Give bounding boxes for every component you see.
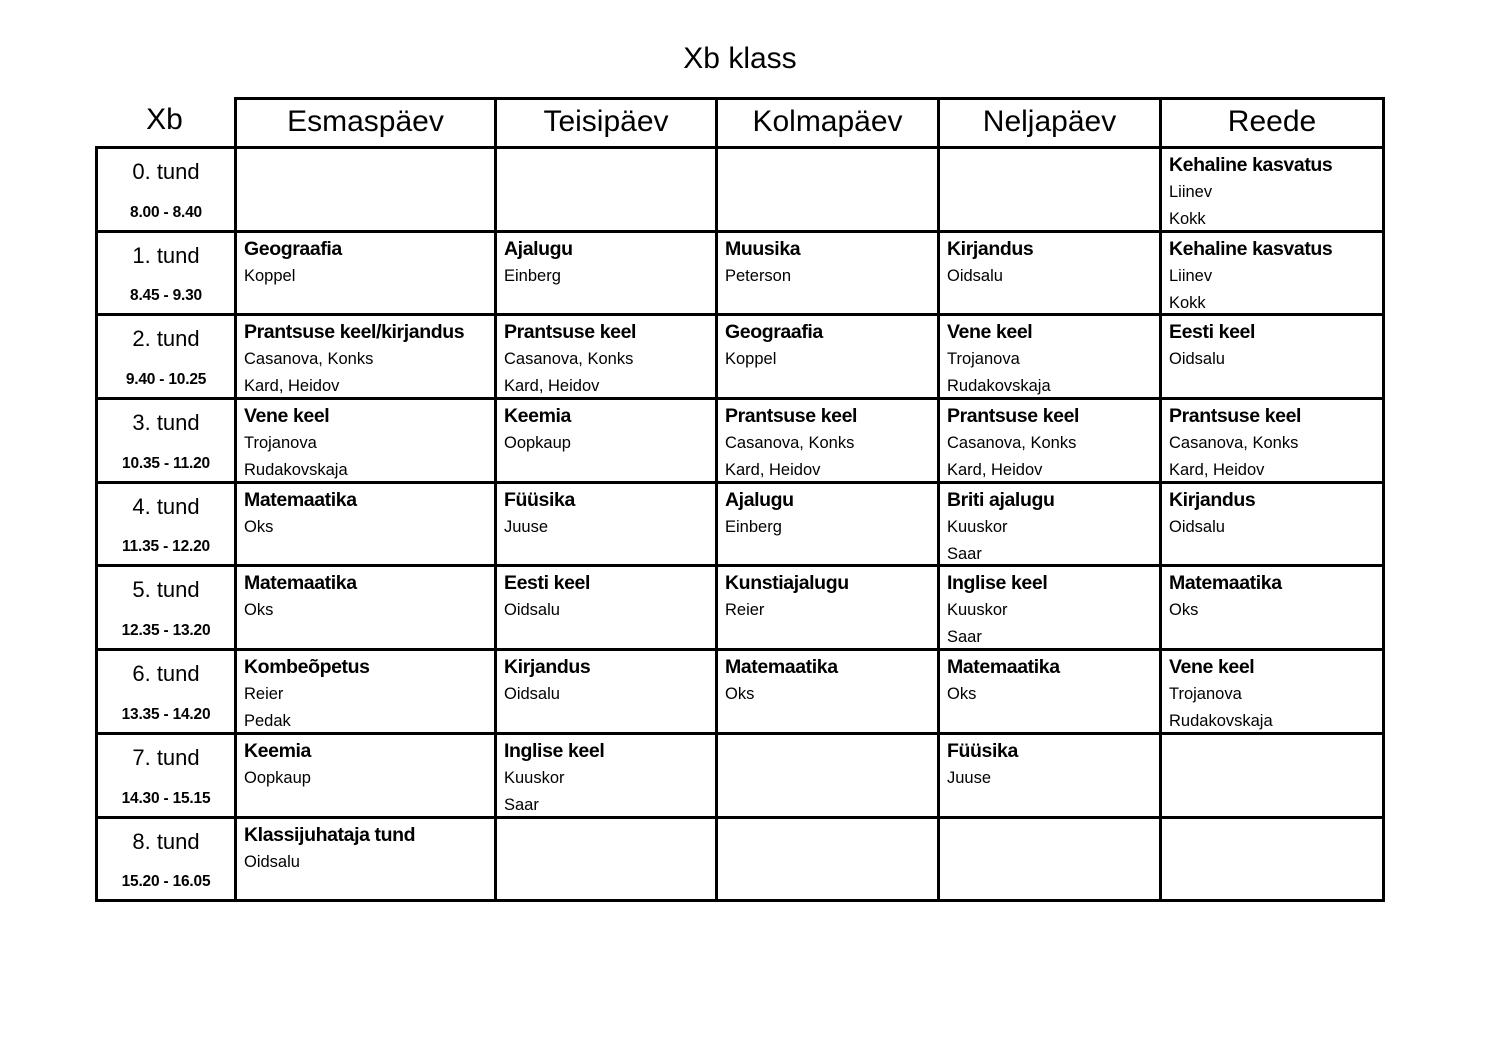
timetable-cell xyxy=(1162,400,1385,484)
timetable-cell xyxy=(1162,484,1385,568)
teacher-label: Einberg xyxy=(504,266,561,285)
timetable-cell xyxy=(940,233,1162,317)
timetable-cell xyxy=(1162,567,1385,651)
period-label: 7. tund xyxy=(132,744,200,770)
timetable-cell xyxy=(497,400,718,484)
teacher-label: Casanova, Konks xyxy=(947,434,1077,453)
subject-label: Kirjandus xyxy=(504,656,591,679)
corner-label: Xb xyxy=(95,97,237,149)
teacher-label: Kard, Heidov xyxy=(725,461,821,480)
period-cell xyxy=(95,149,237,233)
timetable-cell xyxy=(237,651,497,735)
timetable xyxy=(95,97,1385,902)
timetable-cell xyxy=(1162,233,1385,317)
teacher-label: Oks xyxy=(947,685,977,704)
period-label: 3. tund xyxy=(132,410,200,436)
teacher-label: Kokk xyxy=(1169,293,1206,312)
timetable-cell xyxy=(718,735,940,819)
timetable-cell xyxy=(718,484,940,568)
subject-label: Füüsika xyxy=(947,739,1018,762)
subject-label: Kombeõpetus xyxy=(244,656,370,679)
timetable-cell xyxy=(718,567,940,651)
teacher-label: Reier xyxy=(725,601,765,620)
subject-label: Keemia xyxy=(504,405,571,428)
teacher-label: Kuuskor xyxy=(947,601,1008,620)
period-cell xyxy=(95,735,237,819)
time-range: 8.45 - 9.30 xyxy=(130,287,202,305)
timetable-cell xyxy=(497,735,718,819)
subject-label: Eesti keel xyxy=(504,572,590,595)
timetable-cell xyxy=(497,567,718,651)
teacher-label: Kard, Heidov xyxy=(244,377,340,396)
teacher-label: Juuse xyxy=(947,768,992,787)
day-header-esmaspaev: Esmaspäev xyxy=(237,97,497,149)
timetable-cell xyxy=(497,484,718,568)
time-range: 9.40 - 10.25 xyxy=(125,371,207,389)
teacher-label: Koppel xyxy=(725,350,777,369)
timetable-cell xyxy=(1162,819,1385,903)
teacher-label: Oidsalu xyxy=(947,266,1003,285)
teacher-label: Einberg xyxy=(725,517,782,536)
period-cell xyxy=(95,233,237,317)
subject-label: Prantsuse keel/kirjandus xyxy=(244,321,465,344)
time-range: 11.35 - 12.20 xyxy=(122,538,210,556)
subject-label: Prantsuse keel xyxy=(1169,405,1302,428)
timetable-cell xyxy=(237,484,497,568)
page-title: Xb klass xyxy=(683,42,797,75)
timetable-cell xyxy=(1162,735,1385,819)
day-header-kolmapaev: Kolmapäev xyxy=(718,97,940,149)
teacher-label: Oks xyxy=(244,601,274,620)
period-cell xyxy=(95,316,237,400)
teacher-label: Rudakovskaja xyxy=(1169,712,1273,731)
teacher-label: Kokk xyxy=(1169,210,1206,228)
timetable-cell xyxy=(1162,651,1385,735)
timetable-cell xyxy=(940,651,1162,735)
teacher-label: Oidsalu xyxy=(1169,517,1225,536)
teacher-label: Trojanova xyxy=(244,434,317,453)
teacher-label: Saar xyxy=(504,795,539,814)
teacher-label: Casanova, Konks xyxy=(244,350,374,369)
period-cell xyxy=(95,819,237,903)
subject-label: Inglise keel xyxy=(504,739,605,762)
period-cell xyxy=(95,484,237,568)
teacher-label: Oidsalu xyxy=(1169,350,1225,369)
teacher-label: Trojanova xyxy=(947,350,1020,369)
subject-label: Prantsuse keel xyxy=(947,405,1080,428)
teacher-label: Oidsalu xyxy=(504,601,560,620)
timetable-cell xyxy=(237,567,497,651)
subject-label: Matemaatika xyxy=(244,488,357,511)
timetable-cell xyxy=(237,819,497,903)
subject-label: Vene keel xyxy=(947,321,1033,344)
subject-label: Ajalugu xyxy=(504,237,573,260)
subject-label: Matemaatika xyxy=(1169,572,1282,595)
timetable-cell xyxy=(237,149,497,233)
timetable-cell xyxy=(237,735,497,819)
timetable-cell xyxy=(940,567,1162,651)
subject-label: Prantsuse keel xyxy=(725,405,858,428)
timetable-cell xyxy=(497,819,718,903)
teacher-label: Oks xyxy=(244,517,274,536)
teacher-label: Oopkaup xyxy=(504,434,571,453)
teacher-label: Kard, Heidov xyxy=(947,461,1043,480)
subject-label: Füüsika xyxy=(504,488,575,511)
subject-label: Vene keel xyxy=(1169,656,1255,679)
teacher-label: Koppel xyxy=(244,266,296,285)
teacher-label: Casanova, Konks xyxy=(1169,434,1299,453)
time-range: 15.20 - 16.05 xyxy=(121,873,211,891)
timetable-cell xyxy=(1162,316,1385,400)
period-cell xyxy=(95,400,237,484)
subject-label: Eesti keel xyxy=(1169,321,1255,344)
teacher-label: Kard, Heidov xyxy=(504,377,600,396)
teacher-label: Casanova, Konks xyxy=(725,434,855,453)
timetable-cell xyxy=(237,233,497,317)
subject-label: Kunstiajalugu xyxy=(725,572,849,595)
timetable-cell xyxy=(237,316,497,400)
time-range: 10.35 - 11.20 xyxy=(122,454,210,472)
period-cell xyxy=(95,651,237,735)
subject-label: Vene keel xyxy=(244,405,330,428)
subject-label: Matemaatika xyxy=(244,572,357,595)
day-header-reede: Reede xyxy=(1162,97,1385,149)
timetable-cell xyxy=(940,819,1162,903)
timetable-cell xyxy=(940,735,1162,819)
period-cell xyxy=(95,567,237,651)
subject-label: Kehaline kasvatus xyxy=(1169,154,1333,176)
subject-label: Kirjandus xyxy=(947,237,1034,260)
timetable-cell xyxy=(497,316,718,400)
timetable-cell xyxy=(940,484,1162,568)
subject-label: Ajalugu xyxy=(725,488,794,511)
teacher-label: Reier xyxy=(244,685,284,704)
subject-label: Geograafia xyxy=(244,237,342,260)
teacher-label: Oidsalu xyxy=(504,685,560,704)
day-header-neljapaev: Neljapäev xyxy=(940,97,1162,149)
teacher-label: Pedak xyxy=(244,712,291,731)
teacher-label: Rudakovskaja xyxy=(244,461,348,480)
timetable-cell xyxy=(718,651,940,735)
timetable-cell xyxy=(718,400,940,484)
time-range: 12.35 - 13.20 xyxy=(121,622,211,640)
period-label: 5. tund xyxy=(132,577,200,603)
subject-label: Geograafia xyxy=(725,321,823,344)
period-label: 1. tund xyxy=(132,242,200,268)
teacher-label: Liinev xyxy=(1169,183,1213,201)
timetable-cell xyxy=(718,233,940,317)
timetable-cell xyxy=(718,819,940,903)
subject-label: Matemaatika xyxy=(947,656,1060,679)
time-range: 13.35 - 14.20 xyxy=(121,705,211,723)
subject-label: Klassijuhataja tund xyxy=(244,823,416,846)
subject-label: Kirjandus xyxy=(1169,488,1256,511)
timetable-cell xyxy=(1162,149,1385,233)
teacher-label: Casanova, Konks xyxy=(504,350,634,369)
timetable-cell xyxy=(940,400,1162,484)
subject-label: Briti ajalugu xyxy=(947,488,1055,511)
timetable-cell xyxy=(497,149,718,233)
timetable-cell xyxy=(497,651,718,735)
period-label: 4. tund xyxy=(132,493,200,519)
teacher-label: Oopkaup xyxy=(244,768,311,787)
subject-label: Matemaatika xyxy=(725,656,838,679)
teacher-label: Kard, Heidov xyxy=(1169,461,1265,480)
teacher-label: Saar xyxy=(947,544,982,563)
subject-label: Inglise keel xyxy=(947,572,1048,595)
teacher-label: Oks xyxy=(725,685,755,704)
teacher-label: Kuuskor xyxy=(947,517,1008,536)
teacher-label: Saar xyxy=(947,628,982,647)
teacher-label: Trojanova xyxy=(1169,685,1242,704)
teacher-label: Peterson xyxy=(725,266,792,285)
period-label: 8. tund xyxy=(132,828,200,854)
teacher-label: Oks xyxy=(1169,601,1199,620)
day-header-teisipaev: Teisipäev xyxy=(497,97,718,149)
timetable-cell xyxy=(718,149,940,233)
teacher-label: Kuuskor xyxy=(504,768,565,787)
subject-label: Muusika xyxy=(725,237,801,260)
teacher-label: Liinev xyxy=(1169,266,1213,285)
teacher-label: Oidsalu xyxy=(244,852,300,871)
timetable-cell xyxy=(237,400,497,484)
subject-label: Keemia xyxy=(244,739,311,762)
timetable-cell xyxy=(940,316,1162,400)
timetable-cell xyxy=(497,233,718,317)
subject-label: Kehaline kasvatus xyxy=(1169,237,1333,260)
period-label: 0. tund xyxy=(132,159,200,184)
timetable-cell xyxy=(940,149,1162,233)
time-range: 14.30 - 15.15 xyxy=(121,789,211,807)
subject-label: Prantsuse keel xyxy=(504,321,637,344)
time-range: 8.00 - 8.40 xyxy=(130,203,202,221)
period-label: 2. tund xyxy=(132,326,200,352)
teacher-label: Juuse xyxy=(504,517,549,536)
period-label: 6. tund xyxy=(132,661,200,687)
teacher-label: Rudakovskaja xyxy=(947,377,1051,396)
timetable-cell xyxy=(718,316,940,400)
